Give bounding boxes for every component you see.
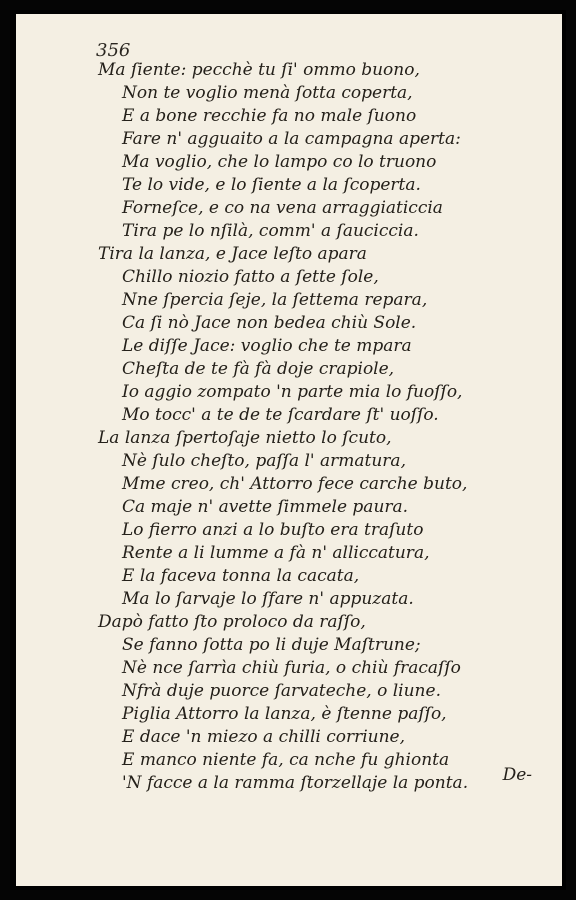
verse-line: Rente a li lumme a fà n' alliccatura, — [122, 543, 430, 564]
verse-line: Fare n' agguaito a la campagna aperta: — [122, 129, 461, 150]
verse-line: Ma voglio, che lo lampo co lo truono — [122, 152, 437, 173]
verse-line: Nè nce ſarrìa chiù furia, o chiù fracaſſo — [122, 658, 461, 679]
verse-line: Nfrà duje puorce ſarvateche, o liune. — [122, 681, 441, 702]
verse-line: E dace 'n miezo a chilli corriune, — [122, 727, 406, 748]
verse-line: E manco niente fa, ca nche fu ghionta — [122, 750, 450, 771]
verse-line: Tira la lanza, e Jace leſto apara — [98, 244, 367, 264]
verse-line: Forneſce, e co na vena arraggiaticcia — [122, 198, 443, 219]
verse-line: 'N facce a la ramma ſtorzellaje la ponta. — [122, 773, 469, 794]
verse-line: Le diſſe Jace: voglio che te mpara — [122, 336, 412, 357]
verse-line: Ma ſiente: pecchè tu ſi' ommo buono, — [98, 60, 420, 80]
verse-line: Non te voglio menà ſotta coperta, — [122, 83, 413, 104]
book-page — [16, 14, 562, 886]
verse-line: Chillo niozio fatto a ſette ſole, — [122, 267, 379, 288]
catchword: De- — [502, 765, 532, 785]
verse-line: Ma lo ſarvaje lo ſfare n' appuzata. — [122, 589, 414, 610]
verse-line: Cheſta de te fà fà doje crapiole, — [122, 359, 395, 380]
verse-line: Piglia Attorro la lanza, è ſtenne paſſo, — [122, 704, 447, 725]
verse-line: Lo fierro anzi a lo buſto era traſuto — [122, 520, 424, 541]
verse-line: Dapò fatto ſto proloco da raſſo, — [98, 612, 366, 632]
verse-line: Nne ſpercia ſeje, la ſettema repara, — [122, 290, 428, 311]
page-number: 356 — [96, 40, 131, 61]
verse-line: Ca ſi nò Jace non bedea chiù Sole. — [122, 313, 417, 334]
verse-line: Mo tocc' a te de te ſcardare ſt' uoſſo. — [122, 405, 439, 426]
stanza-2 — [98, 243, 558, 427]
verse-line: Io aggio zompato 'n parte mia lo fuoſſo, — [122, 382, 463, 403]
verse-line: Tira pe lo nſilà, comm' a ſauciccia. — [122, 221, 419, 242]
verse-line: Te lo vide, e lo ſiente a la ſcoperta. — [122, 175, 421, 196]
verse-line: Mme creo, ch' Attorro fece carche buto, — [122, 474, 468, 495]
verse-line: Nè ſulo cheſto, paſſa l' armatura, — [122, 451, 406, 472]
verse-line: La lanza ſpertoſaje nietto lo ſcuto, — [98, 428, 392, 448]
stanza-4 — [98, 611, 558, 795]
stanza-1 — [98, 59, 558, 243]
verse-line: E la faceva tonna la cacata, — [122, 566, 360, 587]
verse-line: Se fanno ſotta po li duje Maſtrune; — [122, 635, 421, 656]
verse-line: Ca maje n' avette ſimmele paura. — [122, 497, 409, 518]
verse-line: E a bone recchie fa no male ſuono — [122, 106, 417, 127]
stanza-3 — [98, 427, 558, 611]
page-frame — [10, 10, 566, 890]
